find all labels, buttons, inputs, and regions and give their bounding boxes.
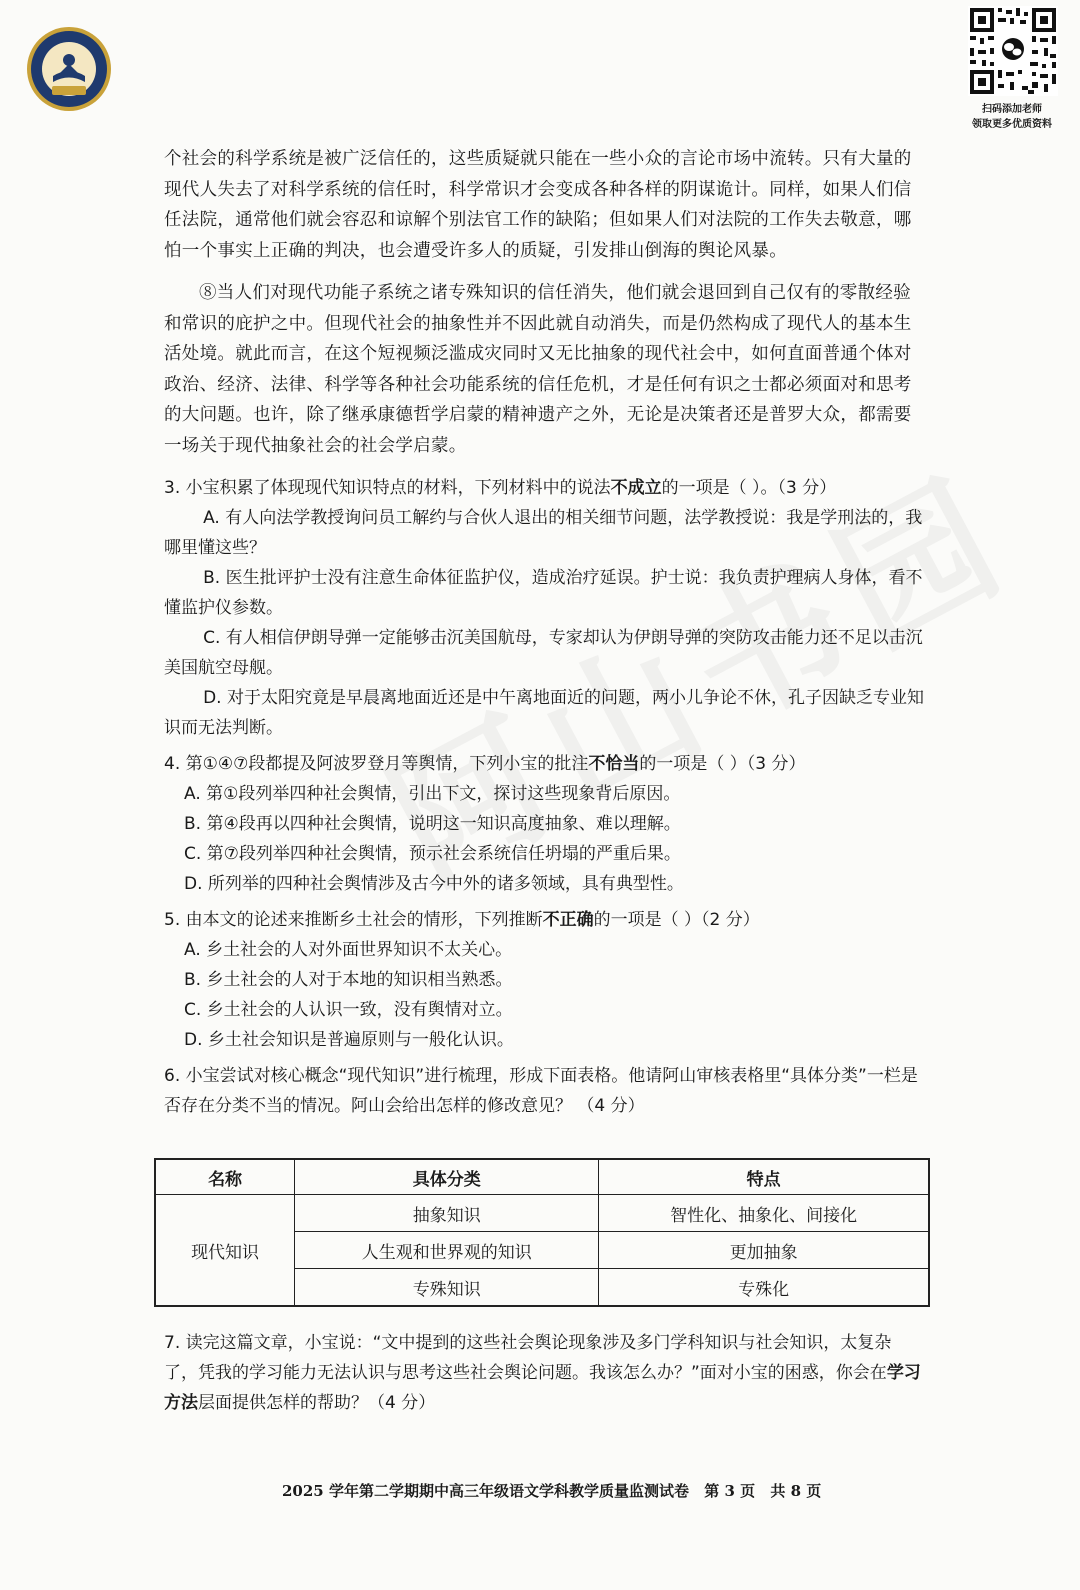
question-4 bbox=[164, 749, 924, 899]
page-footer bbox=[282, 1480, 831, 1501]
q7-stem: 7. 读完这篇文章，小宝说：“文中提到的这些社会舆论现象涉及多门学科知识与社会知识，太复杂了，凭我的学习能力无法认识与思考这些社会舆论问题。我该怎么办？”面对小宝的困惑，你会在学习方法层面提供怎样的帮助？（4 分） bbox=[164, 1333, 921, 1413]
q6-stem: 6. 小宝尝试对核心概念“现代知识”进行梳理，形成下面表格。他请阿山审核表格里“具体分类”一栏是否存在分类不当的情况。阿山会给出怎样的修改意见？ （4 分） bbox=[164, 1066, 918, 1116]
question-3 bbox=[164, 473, 924, 743]
knowledge-table bbox=[154, 1158, 930, 1307]
passage-para-8: ⑧当人们对现代功能子系统之诸专殊知识的信任消失，他们就会退回到自己仅有的零散经验和常识的庇护之中。但现代社会的抽象性并不因此就自动消失，而是仍然构成了现代人的基本生活处境。就此而言，在这个短视频泛滥成灾同时又无比抽象的现代社会中，如何直面普通个体对政治、经济、法律、科学等各种社会功能系统的信任危机，才是任何有识之士都必须面对和思考的大问题。也许，除了继承康德哲学启蒙的精神遗产之外，无论是决策者还是普罗大众，都需要一场关于现代抽象社会的社会学启蒙。 bbox=[164, 283, 912, 456]
q4-option-a: A. 第①段列举四种社会舆情，引出下文，探讨这些现象背后原因。 bbox=[184, 784, 681, 804]
q3-stem: 3. 小宝积累了体现现代知识特点的材料，下列材料中的说法不成立的一项是（ ）。（3 分） bbox=[164, 478, 837, 498]
q5-option-b: B. 乡土社会的人对于本地的知识相当熟悉。 bbox=[184, 970, 513, 990]
q4-stem: 4. 第①④⑦段都提及阿波罗登月等舆情，下列小宝的批注不恰当的一项是（ ）（3 分） bbox=[164, 754, 806, 774]
table-cell-category: 专殊知识 bbox=[295, 1269, 599, 1307]
footer-total: 共 8 页 bbox=[770, 1482, 822, 1500]
q4-option-d: D. 所列举的四种社会舆情涉及古今中外的诸多领域，具有典型性。 bbox=[184, 874, 684, 894]
table-cell-feature: 更加抽象 bbox=[599, 1232, 929, 1269]
table-header-row bbox=[155, 1159, 929, 1195]
q4-option-c: C. 第⑦段列举四种社会舆情，预示社会系统信任坍塌的严重后果。 bbox=[184, 844, 681, 864]
q5-option-a: A. 乡土社会的人对外面世界知识不太关心。 bbox=[184, 940, 513, 960]
table-cell-category: 抽象知识 bbox=[295, 1195, 599, 1232]
question-5 bbox=[164, 905, 924, 1055]
q3-option-d: D. 对于太阳究竟是早晨离地面近还是中午离地面近的问题，两小儿争论不休，孔子因缺乏专业知识而无法判断。 bbox=[164, 688, 924, 738]
footer-title: 2025 学年第二学期期中高三年级语文学科教学质量监测试卷 bbox=[282, 1482, 689, 1500]
q3-option-c: C. 有人相信伊朗导弹一定能够击沉美国航母，专家却认为伊朗导弹的突防攻击能力还不足以击沉美国航空母舰。 bbox=[164, 628, 923, 678]
q5-option-c: C. 乡土社会的人认识一致，没有舆情对立。 bbox=[184, 1000, 513, 1020]
table-cell-category: 人生观和世界观的知识 bbox=[295, 1232, 599, 1269]
question-7 bbox=[164, 1328, 924, 1418]
main-content bbox=[164, 144, 924, 1121]
q3-option-b: B. 医生批评护士没有注意生命体征监护仪，造成治疗延误。护士说：我负责护理病人身体，看不懂监护仪参数。 bbox=[164, 568, 923, 618]
q3-option-a: A. 有人向法学教授询问员工解约与合伙人退出的相关细节问题，法学教授说：我是学刑法的，我哪里懂这些？ bbox=[164, 508, 923, 558]
passage-para-7-tail: 个社会的科学系统是被广泛信任的，这些质疑就只能在一些小众的言论市场中流转。只有大量的现代人失去了对科学系统的信任时，科学常识才会变成各种各样的阴谋诡计。同样，如果人们信任法院，通常他们就会容忍和谅解个别法官工作的缺陷；但如果人们对法院的工作失去敬意，哪怕一个事实上正确的判决，也会遭受许多人的质疑，引发排山倒海的舆论风暴。 bbox=[164, 149, 912, 261]
table-cell-feature: 智性化、抽象化、间接化 bbox=[599, 1195, 929, 1232]
qr-caption-line2: 领取更多优质资料 bbox=[972, 119, 1052, 130]
question-6 bbox=[164, 1061, 924, 1121]
qr-code-icon[interactable] bbox=[968, 6, 1058, 96]
school-logo bbox=[26, 26, 112, 112]
table-header-feature: 特点 bbox=[599, 1159, 929, 1195]
q4-option-b: B. 第④段再以四种社会舆情，说明这一知识高度抽象、难以理解。 bbox=[184, 814, 681, 834]
table-row bbox=[155, 1195, 929, 1232]
qr-caption bbox=[950, 102, 1074, 132]
q5-stem: 5. 由本文的论述来推断乡土社会的情形，下列推断不正确的一项是（ ）（2 分） bbox=[164, 910, 760, 930]
footer-page: 第 3 页 bbox=[704, 1482, 756, 1500]
table-header-name: 名称 bbox=[155, 1159, 295, 1195]
q5-option-d: D. 乡土社会知识是普遍原则与一般化认识。 bbox=[184, 1030, 514, 1050]
table-cell-name: 现代知识 bbox=[155, 1195, 295, 1307]
table-cell-feature: 专殊化 bbox=[599, 1269, 929, 1307]
qr-caption-line1: 扫码添加老师 bbox=[982, 104, 1042, 115]
table-header-category: 具体分类 bbox=[295, 1159, 599, 1195]
